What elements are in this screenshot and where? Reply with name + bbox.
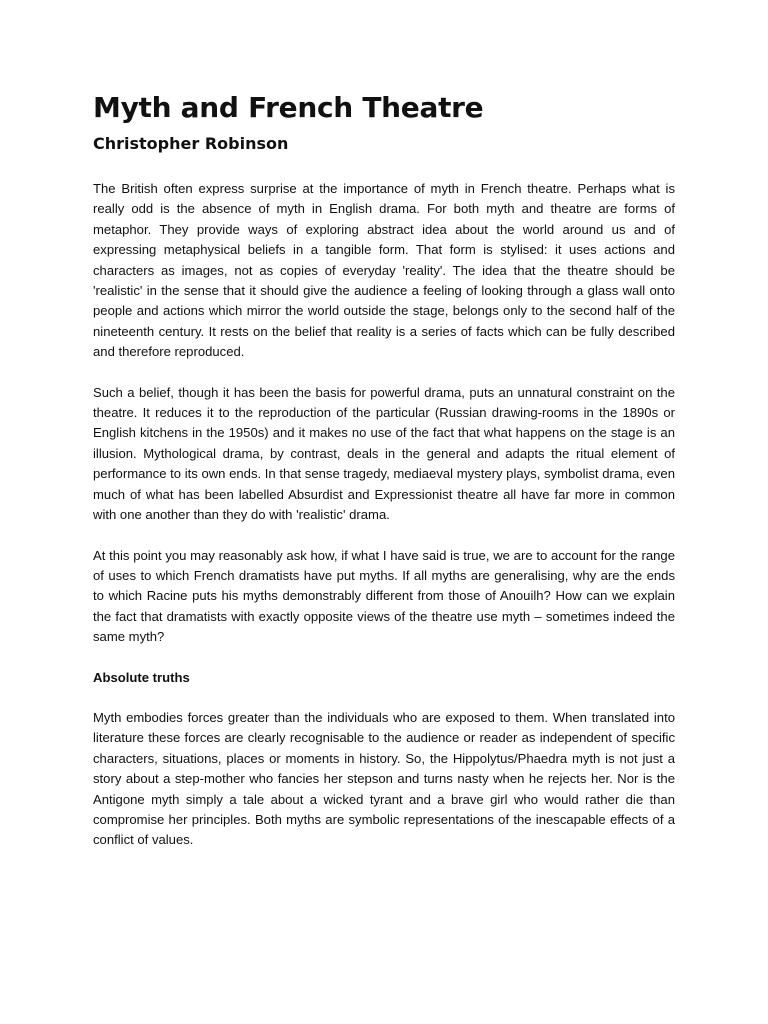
document-page	[93, 88, 675, 871]
document-title: Myth and French Theatre	[93, 91, 484, 124]
paragraph-4: Myth embodies forces greater than the individuals who are exposed to them. When translated into literature these forces are clearly recognisable to the audience or reader as independent of specific characters, situations, places or moments in history. So, the Hippolytus/Phaedra myth is not just a story about a step-mother who fancies her stepson and turns nasty when he rejects her. Nor is the Antigone myth simply a tale about a wicked tyrant and a brave girl who would rather die than compromise her principles. Both myths are symbolic representations of the inescapable effects of a conflict of values.	[93, 709, 675, 848]
section-heading: Absolute truths	[93, 669, 190, 685]
paragraph-2: Such a belief, though it has been the basis for powerful drama, puts an unnatural constraint on the theatre. It reduces it to the reproduction of the particular (Russian drawing-rooms in the 1890s or English kitchens in the 1950s) and it makes no use of the fact that what happens on the stage is an illusion. Mythological drama, by contrast, deals in the general and adapts the ritual element of performance to its own ends. In that sense tragedy, mediaeval mystery plays, symbolist drama, even much of what has been labelled Absurdist and Expressionist theatre all have far more in common with one another than they do with 'realistic' drama.	[93, 384, 675, 523]
paragraph-1: The British often express surprise at the importance of myth in French theatre. Perhaps what is really odd is the absence of myth in English drama. For both myth and theatre are forms of metaphor. They provide ways of exploring abstract idea about the world around us and of expressing metaphysical beliefs in a tangible form. That form is stylised: it uses actions and characters as images, not as copies of everyday 'reality'. The idea that the theatre should be 'realistic' in the sense that it should give the audience a feeling of looking through a glass wall onto people and actions which mirror the world outside the stage, belongs only to the second half of the nineteenth century. It rests on the belief that reality is a series of facts which can be fully described and therefore reproduced.	[93, 181, 675, 360]
paragraph-3: At this point you may reasonably ask how, if what I have said is true, we are to account for the range of uses to which French dramatists have put myths. If all myths are generalising, why are the ends to which Racine puts his myths demonstrably different from those of Anouilh? How can we explain the fact that dramatists with exactly opposite views of the theatre use myth – sometimes indeed the same myth?	[93, 547, 675, 645]
document-body	[93, 179, 675, 851]
author-name: Christopher Robinson	[93, 134, 289, 153]
